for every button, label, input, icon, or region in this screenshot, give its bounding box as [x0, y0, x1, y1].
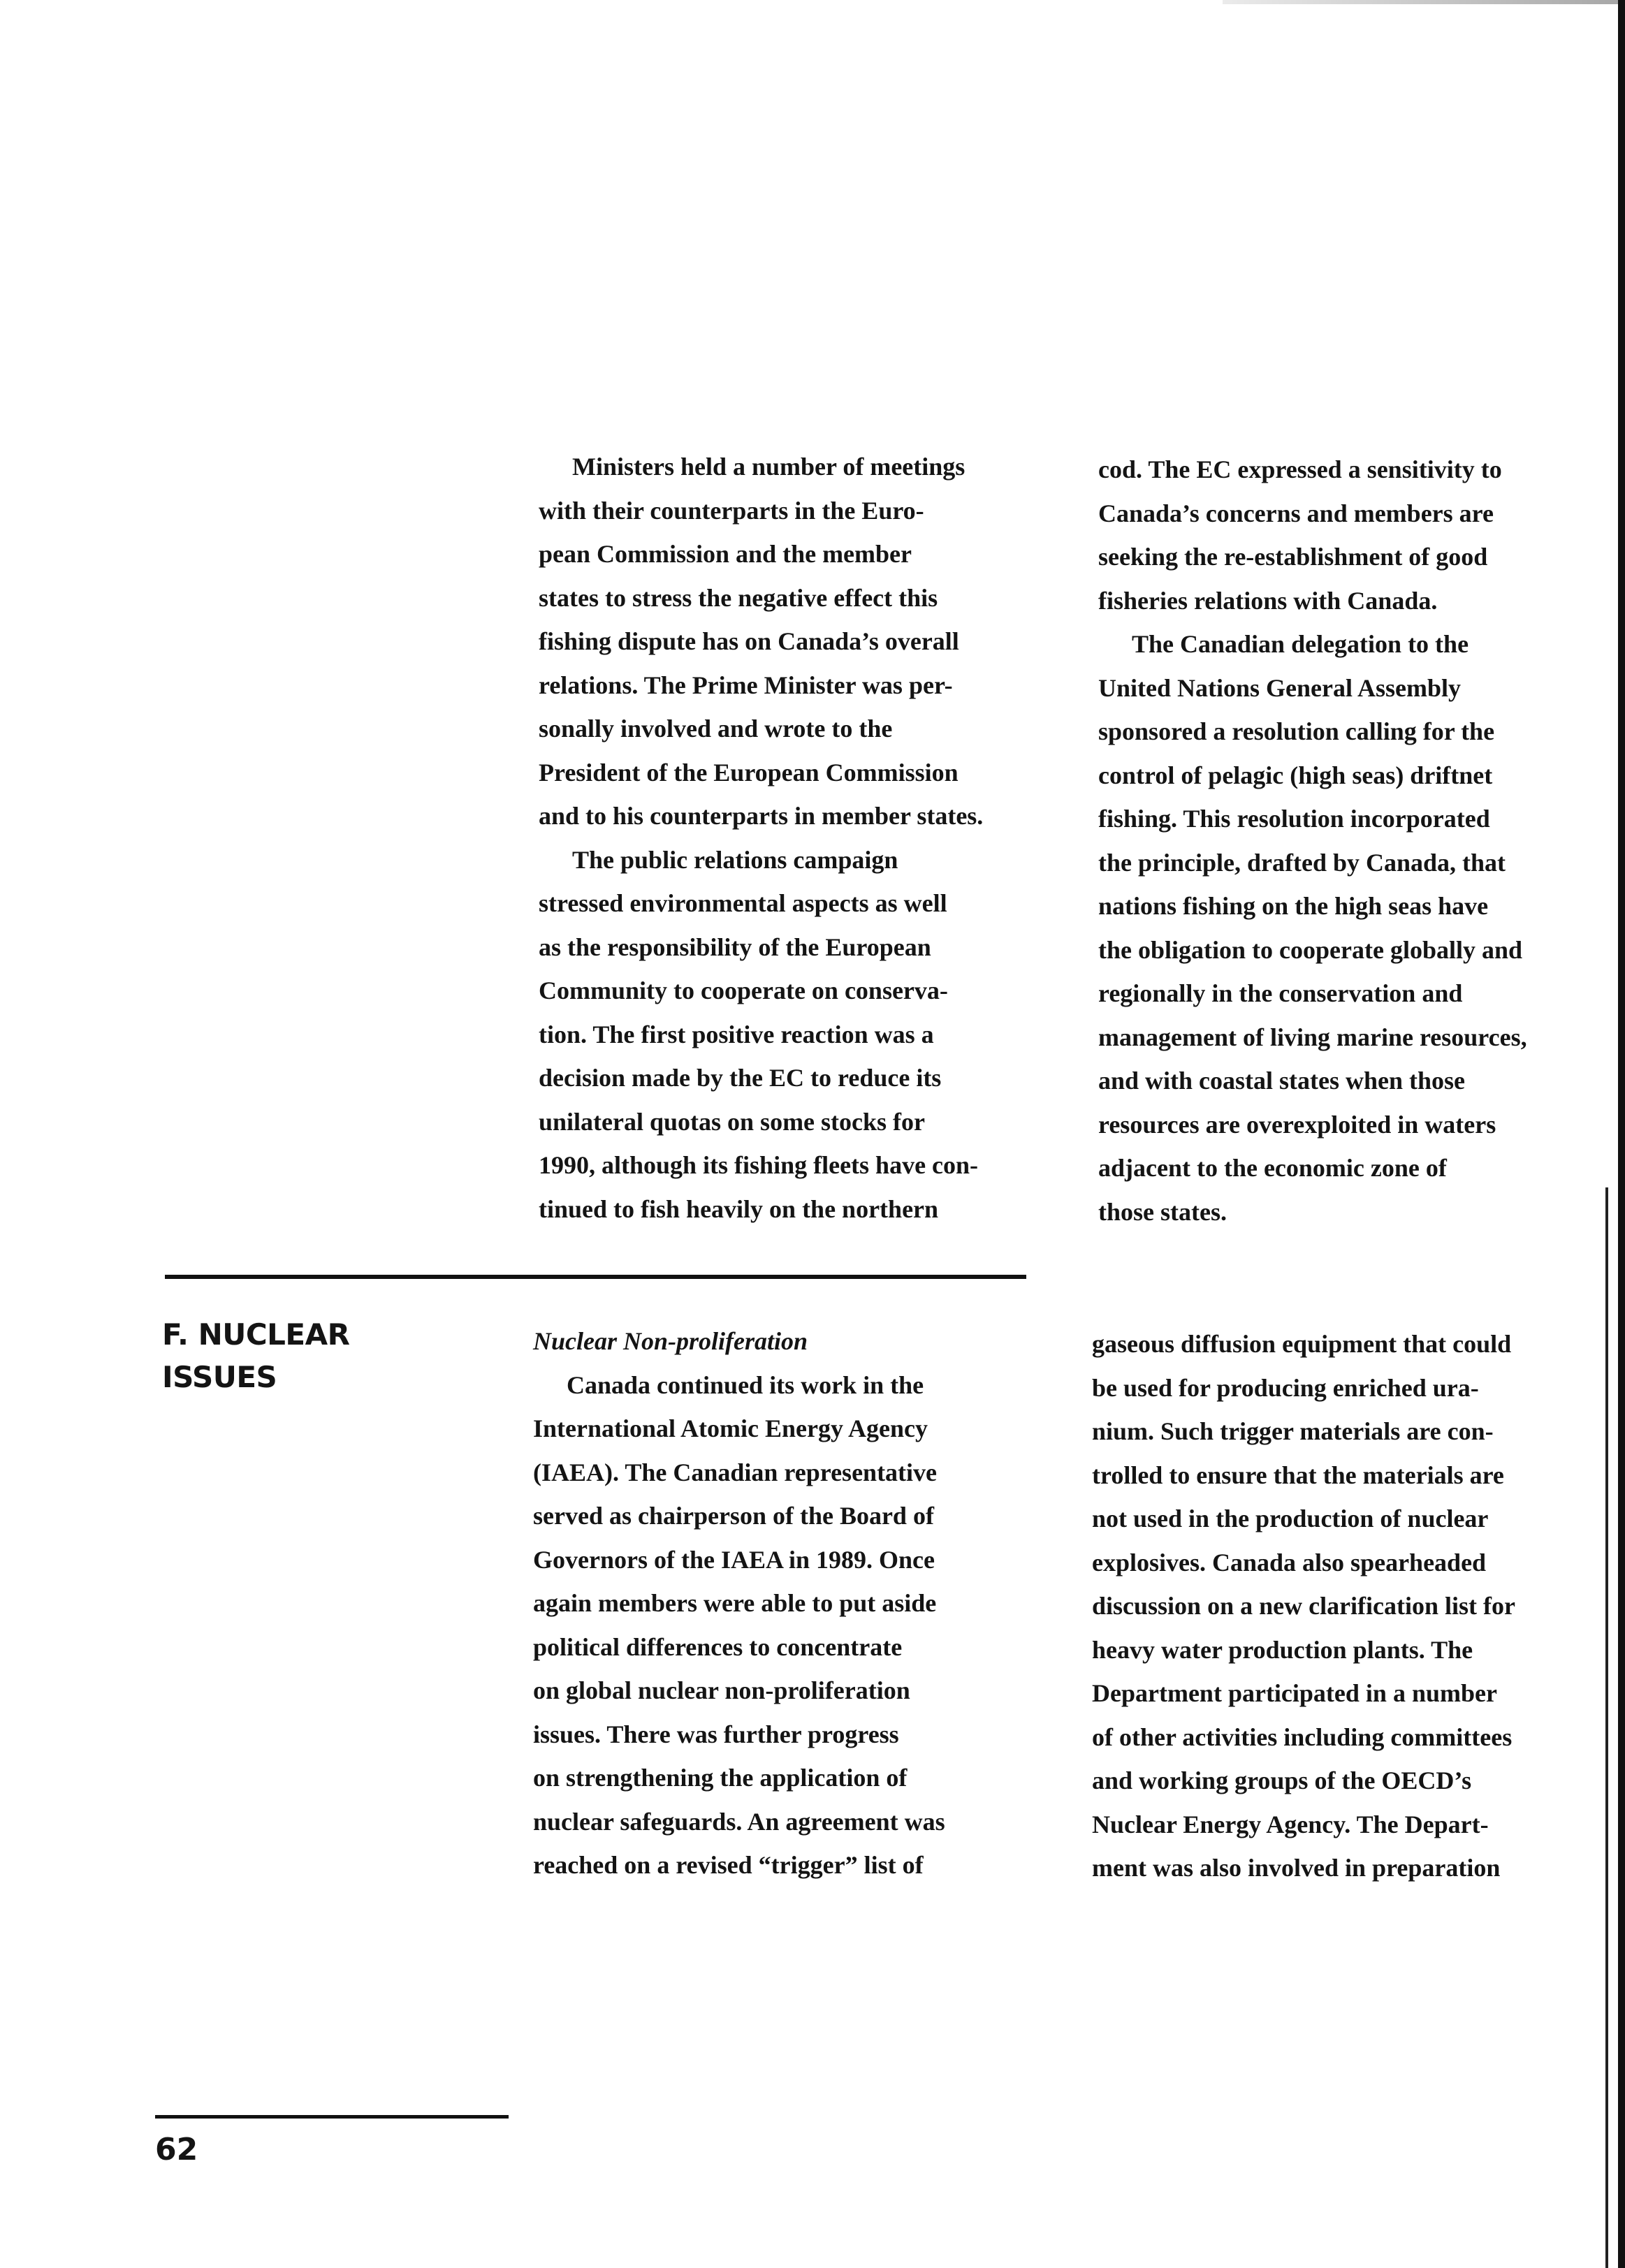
- text-line: and with coastal states when those: [1098, 1067, 1466, 1095]
- text-line: again members were able to put aside: [533, 1589, 937, 1617]
- footer-rule: [155, 2115, 509, 2119]
- text-line: and working groups of the OECD’s: [1092, 1766, 1472, 1794]
- text-line: heavy water production plants. The: [1092, 1635, 1473, 1664]
- text-line: 1990, although its fishing fleets have con-: [539, 1151, 979, 1179]
- subheading: Nuclear Non-proliferation: [533, 1327, 808, 1355]
- text-line: control of pelagic (high seas) driftnet: [1098, 761, 1493, 789]
- text-line: President of the European Commission: [539, 758, 959, 787]
- text-line: reached on a revised “trigger” list of: [533, 1851, 924, 1879]
- text-line: The public relations campaign: [572, 845, 898, 874]
- text-line: nuclear safeguards. An agreement was: [533, 1807, 945, 1836]
- text-line: states to stress the negative effect this: [539, 583, 938, 612]
- text-line: tion. The first positive reaction was a: [539, 1020, 934, 1048]
- text-line: nium. Such trigger materials are con-: [1092, 1417, 1494, 1445]
- text-line: Nuclear Energy Agency. The Depart-: [1092, 1810, 1489, 1838]
- text-column-top-left: [539, 445, 1042, 1231]
- text-line: those states.: [1098, 1197, 1227, 1226]
- scan-edge-right: [1618, 0, 1625, 2268]
- text-line: political differences to concentrate: [533, 1632, 903, 1661]
- text-column-bottom-right: [1092, 1322, 1595, 1890]
- text-line: Community to cooperate on conserva-: [539, 976, 948, 1004]
- section-heading: [162, 1313, 349, 1398]
- text-line: pean Commission and the member: [539, 540, 912, 568]
- text-line: United Nations General Assembly: [1098, 673, 1462, 702]
- text-line: not used in the production of nuclear: [1092, 1505, 1489, 1532]
- text-line: discussion on a new clarification list for: [1092, 1592, 1516, 1620]
- text-line: Canada continued its work in the: [567, 1370, 924, 1399]
- text-line: issues. There was further progress: [533, 1720, 899, 1748]
- section-heading-line: F. NUCLEAR: [162, 1317, 350, 1352]
- scan-edge-top: [1223, 0, 1625, 4]
- text-line: stressed environmental aspects as well: [539, 889, 947, 917]
- text-line: relations. The Prime Minister was per-: [539, 671, 953, 699]
- text-line: explosives. Canada also spearheaded: [1092, 1548, 1487, 1576]
- text-line: International Atomic Energy Agency: [533, 1414, 928, 1442]
- text-line: on global nuclear non-proliferation: [533, 1676, 910, 1704]
- text-line: fishing. This resolution incorporated: [1098, 805, 1490, 833]
- text-line: be used for producing enriched ura-: [1092, 1373, 1479, 1402]
- paragraph: [539, 445, 1042, 838]
- text-line: sonally involved and wrote to the: [539, 715, 893, 742]
- text-line: regionally in the conservation and: [1098, 979, 1463, 1007]
- text-line: ment was also involved in preparation: [1092, 1854, 1501, 1882]
- section-divider: [165, 1275, 1026, 1279]
- text-line: unilateral quotas on some stocks for: [539, 1107, 926, 1136]
- text-line: with their counterparts in the Euro-: [539, 496, 924, 525]
- text-line: cod. The EC expressed a sensitivity to: [1098, 455, 1502, 483]
- text-line: Canada’s concerns and members are: [1098, 499, 1494, 527]
- text-column-top-right: [1098, 448, 1601, 1234]
- text-line: and to his counterparts in member states.: [539, 802, 984, 830]
- text-line: seeking the re-establishment of good: [1098, 543, 1488, 571]
- text-line: resources are overexploited in waters: [1098, 1110, 1496, 1139]
- paragraph: [539, 838, 1042, 1231]
- text-line: the obligation to cooperate globally and: [1098, 935, 1523, 964]
- text-line: the principle, drafted by Canada, that: [1098, 848, 1506, 877]
- paragraph: [1098, 622, 1601, 1234]
- text-line: Department participated in a number: [1092, 1679, 1497, 1707]
- text-line: (IAEA). The Canadian representative: [533, 1458, 938, 1486]
- text-line: The Canadian delegation to the: [1132, 630, 1469, 658]
- text-line: decision made by the EC to reduce its: [539, 1064, 942, 1092]
- text-line: tinued to fish heavily on the northern: [539, 1194, 939, 1223]
- text-line: on strengthening the application of: [533, 1764, 908, 1792]
- text-line: management of living marine resources,: [1098, 1023, 1527, 1051]
- section-heading-line: ISSUES: [162, 1360, 277, 1394]
- page-number: 62: [155, 2132, 198, 2167]
- text-line: served as chairperson of the Board of: [533, 1502, 934, 1530]
- text-line: sponsored a resolution calling for the: [1098, 717, 1495, 745]
- text-line: fisheries relations with Canada.: [1098, 586, 1438, 615]
- text-line: Ministers held a number of meetings: [572, 453, 965, 481]
- text-line: nations fishing on the high seas have: [1098, 892, 1489, 920]
- text-line: as the responsibility of the European: [539, 932, 931, 961]
- text-line: Governors of the IAEA in 1989. Once: [533, 1545, 935, 1574]
- paragraph: [533, 1363, 1036, 1887]
- text-line: trolled to ensure that the materials are: [1092, 1461, 1504, 1489]
- text-line: fishing dispute has on Canada’s overall: [539, 627, 959, 655]
- text-column-bottom-left: [533, 1319, 1036, 1887]
- paragraph: [1092, 1322, 1595, 1890]
- paragraph: [1098, 448, 1601, 622]
- text-line: of other activities including committees: [1092, 1722, 1513, 1751]
- text-line: gaseous diffusion equipment that could: [1092, 1330, 1512, 1358]
- scan-edge-right-inner: [1605, 1187, 1608, 2268]
- text-line: adjacent to the economic zone of: [1098, 1154, 1447, 1182]
